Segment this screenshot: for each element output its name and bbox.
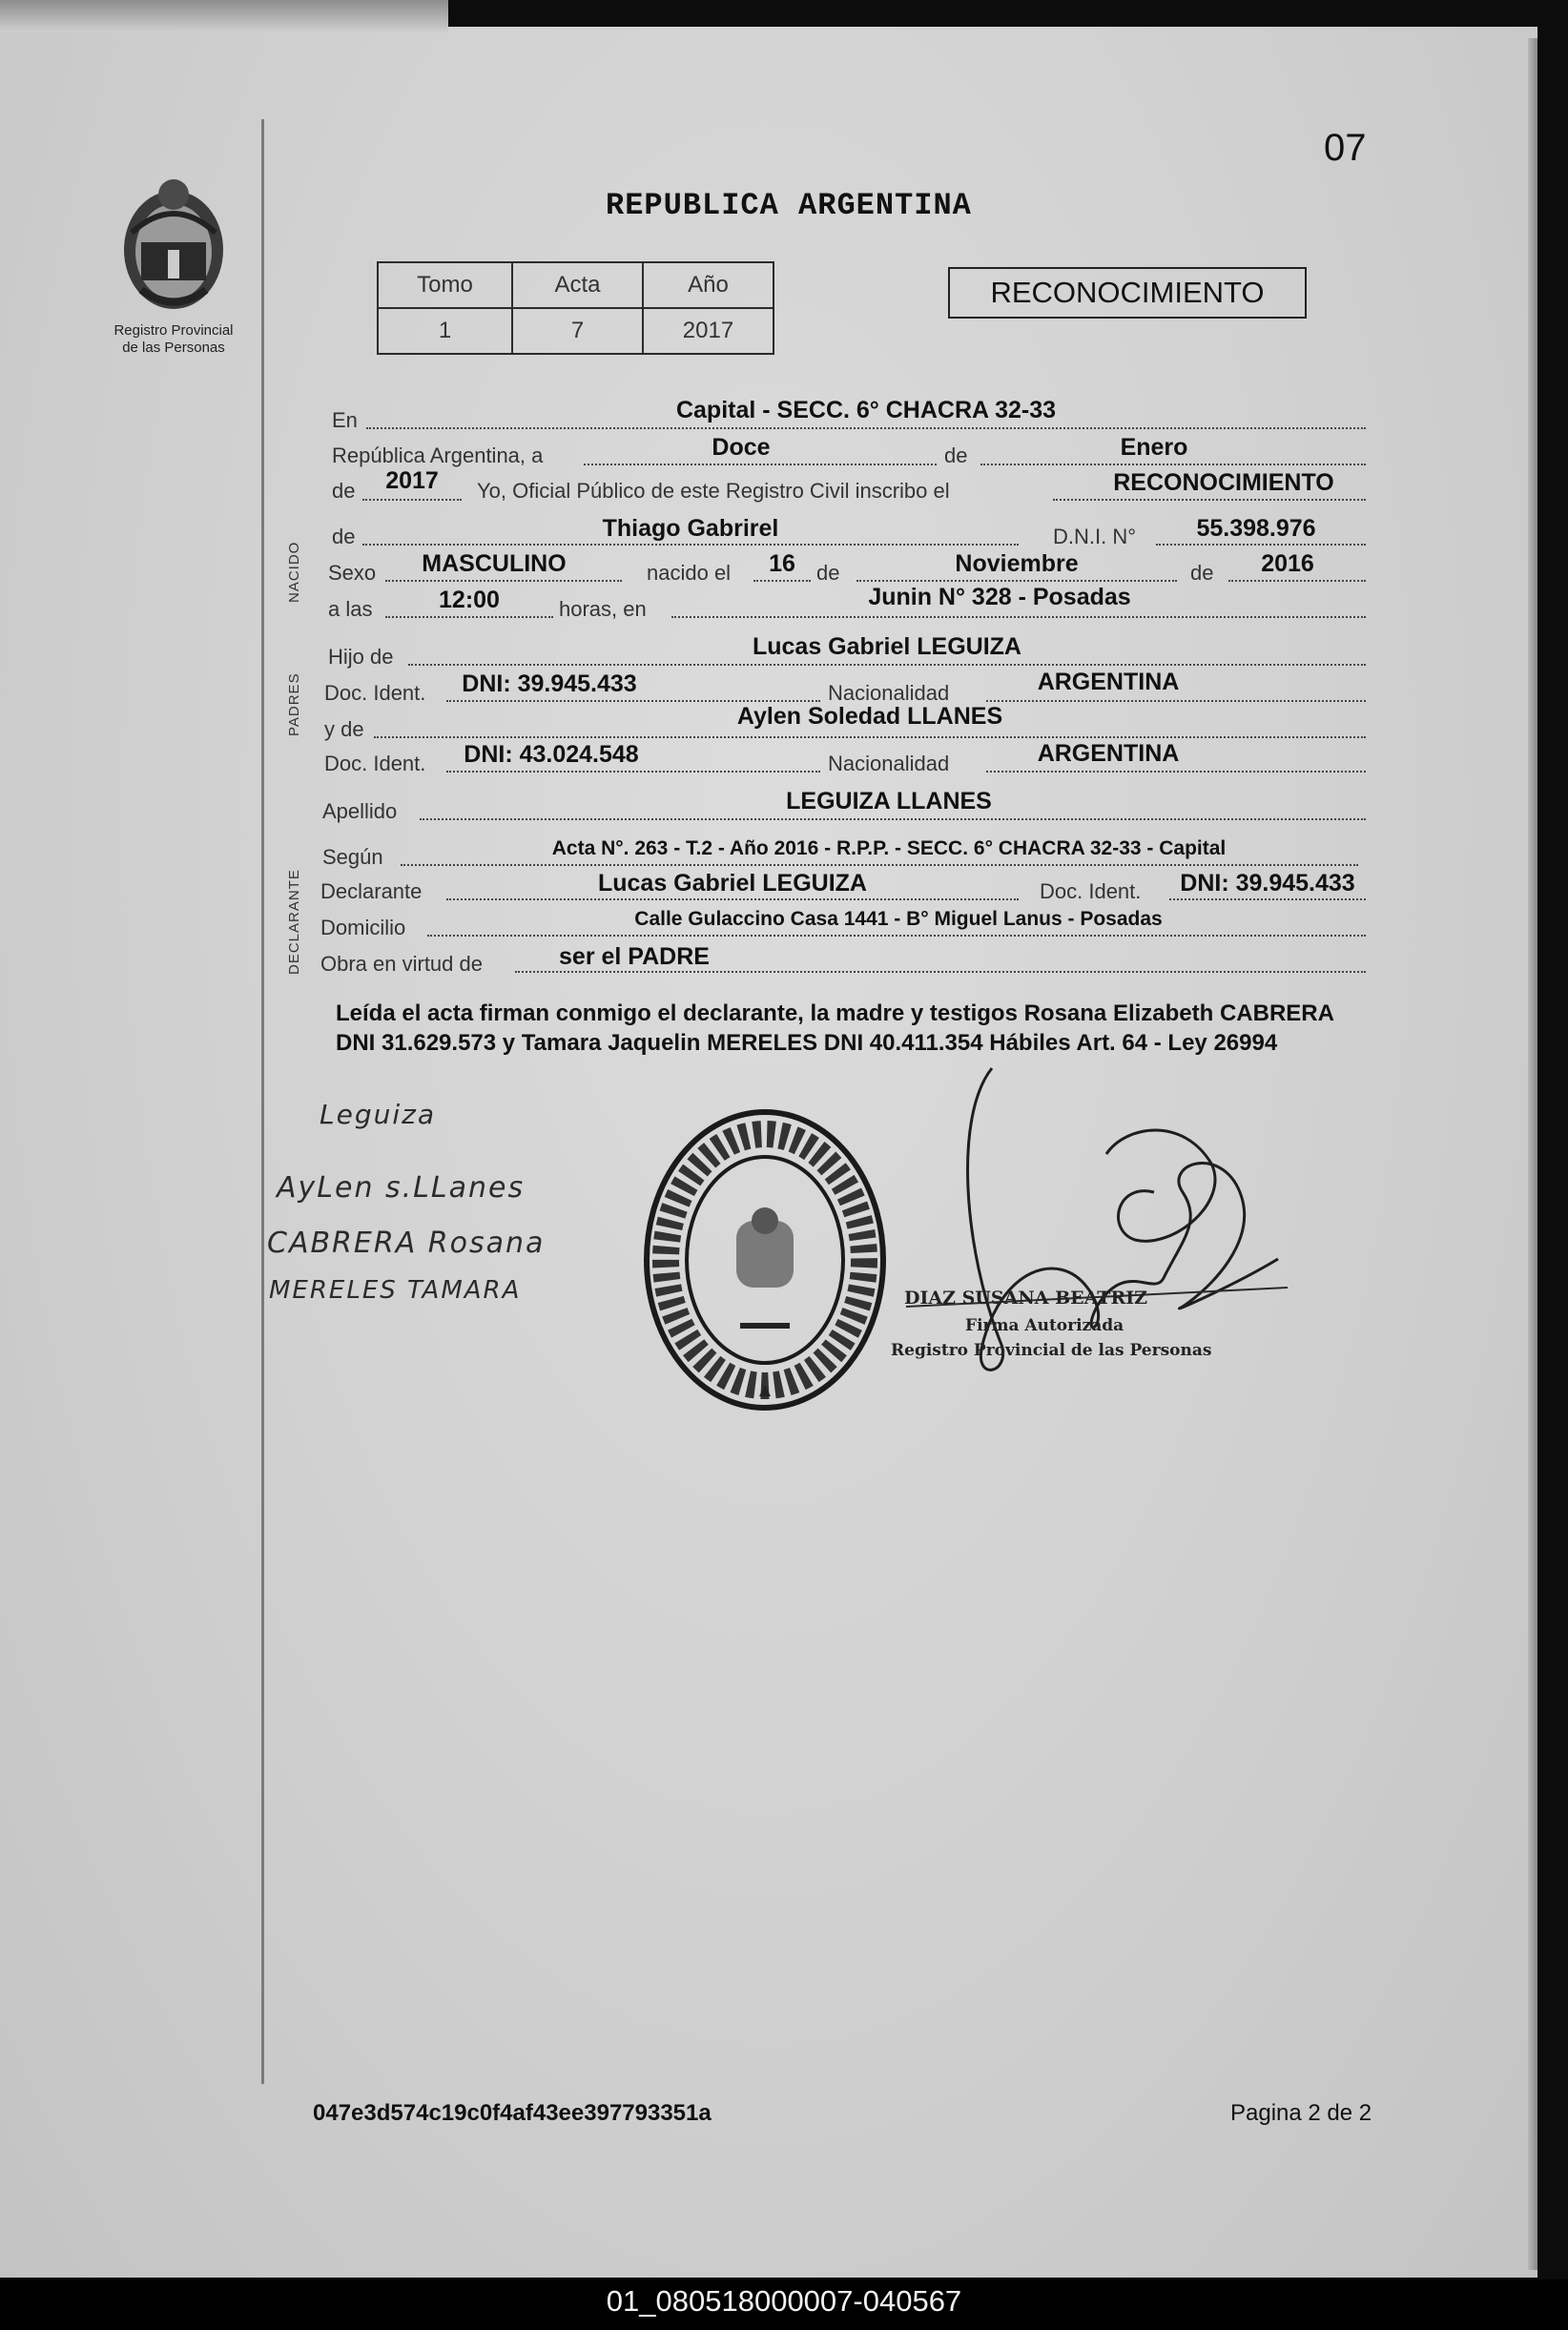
registry-header-cell: Año: [643, 262, 774, 308]
father-name-value: Lucas Gabriel LEGUIZA: [752, 633, 1021, 660]
mother-nationality-value: ARGENTINA: [1037, 740, 1180, 767]
dotted-line: [362, 499, 462, 501]
de-child-label: de: [332, 525, 356, 548]
coat-of-arms-icon: [113, 175, 235, 319]
birth-day-value: 16: [769, 550, 795, 577]
obra-label: Obra en virtud de: [320, 952, 483, 976]
segun-label: Según: [322, 845, 383, 869]
father-nationality-value: ARGENTINA: [1037, 669, 1180, 695]
oficial-text: Yo, Oficial Público de este Registro Civil inscribo el: [477, 479, 950, 503]
doc-ident-label: Doc. Ident.: [324, 681, 426, 705]
registry-header-cell: Tomo: [378, 262, 512, 308]
registry-value-row: [378, 308, 774, 354]
dotted-line: [385, 616, 553, 618]
declarant-value: Lucas Gabriel LEGUIZA: [597, 870, 867, 897]
declarant-dni-value: DNI: 39.945.433: [1180, 870, 1355, 897]
dotted-line: [1169, 898, 1366, 900]
apellido-label: Apellido: [322, 799, 398, 823]
page-number: 07: [1324, 127, 1367, 169]
birth-month-value: Noviembre: [955, 550, 1079, 577]
page-edge: [1528, 38, 1537, 2270]
page-corner-shadow: [0, 0, 448, 32]
registry-header-cell: Acta: [512, 262, 643, 308]
doc-ident-label: Doc. Ident.: [324, 752, 426, 775]
dotted-line: [584, 464, 937, 465]
registry-value-cell: 7: [512, 308, 643, 354]
de-label: de: [332, 479, 356, 503]
place-value: Capital - SECC. 6° CHACRA 32-33: [675, 397, 1057, 423]
hijo-label: Hijo de: [328, 645, 394, 669]
sex-value: MASCULINO: [422, 550, 567, 577]
address-value: Calle Gulaccino Casa 1441 - B° Miguel Lanus - Posadas: [634, 908, 1163, 930]
dotted-line: [446, 898, 1019, 900]
dotted-line: [427, 935, 1366, 937]
logo-caption-line: Registro Provincial: [113, 322, 234, 339]
alas-label: a las: [328, 597, 373, 621]
de-label: de: [944, 443, 968, 467]
dotted-line: [986, 700, 1366, 702]
en-label: En: [332, 408, 358, 432]
registry-value-cell: 2017: [643, 308, 774, 354]
side-label-declarante: DECLARANTE: [286, 869, 302, 975]
dotted-line: [1156, 544, 1366, 546]
handwritten-name: MERELES TAMARA: [269, 1276, 522, 1305]
surname-value: LEGUIZA LLANES: [786, 788, 992, 814]
dotted-line: [420, 818, 1366, 820]
birth-place-value: Junin N° 328 - Posadas: [868, 584, 1131, 610]
birth-time-value: 12:00: [439, 587, 500, 613]
birth-year-value: 2016: [1261, 550, 1314, 577]
horas-label: horas, en: [559, 597, 647, 621]
officer-role: Firma Autorizada: [965, 1316, 1124, 1335]
child-name-value: Thiago Gabrirel: [602, 515, 779, 542]
de-label: de: [1190, 561, 1214, 585]
pagination-text: Pagina 2 de 2: [1230, 2100, 1372, 2126]
registry-table: [377, 261, 774, 355]
handwritten-name: CABRERA Rosana: [267, 1227, 546, 1260]
mother-dni-value: DNI: 43.024.548: [464, 741, 639, 768]
dotted-line: [446, 700, 820, 702]
sexo-label: Sexo: [328, 561, 377, 585]
handwritten-name: AyLen s.LLanes: [277, 1171, 526, 1205]
page-title: REPUBLICA ARGENTINA: [606, 188, 972, 223]
official-seal-icon: [641, 1106, 889, 1413]
registry-value-cell: 1: [378, 308, 512, 354]
dotted-line: [986, 771, 1366, 773]
day-value: Doce: [712, 434, 771, 461]
dotted-line: [408, 664, 1366, 666]
yde-label: y de: [324, 717, 364, 741]
closing-statement: Leída el acta firman conmigo el declarante, la madre y testigos Rosana Elizabeth CABRERA DNI 31.629.573 y Tamara Jaquelin MERELES DNI 40.411.354 Hábiles Art. 64 - Ley 26994: [336, 1000, 1334, 1056]
nacionalidad-label: Nacionalidad: [828, 752, 950, 775]
de-label: de: [816, 561, 840, 585]
dotted-line: [515, 971, 1366, 973]
dotted-line: [1228, 580, 1366, 582]
dotted-line: [856, 580, 1177, 582]
dotted-line: [385, 580, 622, 582]
republica-label: República Argentina, a: [332, 443, 544, 467]
footer-code: 01_080518000007-040567: [606, 2284, 962, 2318]
dotted-line: [366, 427, 1366, 429]
month-value: Enero: [1120, 434, 1188, 461]
registry-header-row: [378, 262, 774, 308]
officer-office: Registro Provincial de las Personas: [891, 1341, 1212, 1360]
side-label-padres: PADRES: [286, 672, 302, 736]
dotted-line: [446, 771, 820, 773]
dotted-line: [374, 736, 1366, 738]
side-label-nacido: NACIDO: [286, 541, 302, 603]
child-dni-value: 55.398.976: [1196, 515, 1316, 542]
mother-name-value: Aylen Soledad LLANES: [736, 703, 1003, 730]
nacido-label: nacido el: [647, 561, 732, 585]
officer-name: DIAZ SUSANA BEATRIZ: [904, 1288, 1147, 1309]
dotted-line: [401, 864, 1358, 866]
margin-rule: [261, 119, 264, 2084]
dotted-line: [753, 580, 811, 582]
dotted-line: [671, 616, 1366, 618]
capacity-value: ser el PADRE: [559, 943, 710, 970]
logo-caption-line: de las Personas: [122, 340, 225, 356]
logo-caption: [78, 322, 269, 357]
nacionalidad-label: Nacionalidad: [828, 681, 950, 705]
act-type-box: RECONOCIMIENTO: [948, 267, 1307, 319]
domicilio-label: Domicilio: [320, 916, 406, 939]
year-value: 2017: [385, 467, 439, 494]
handwritten-signature: Leguiza: [320, 1099, 436, 1130]
dni-label: D.N.I. N°: [1053, 525, 1137, 548]
segun-value: Acta N°. 263 - T.2 - Año 2016 - R.P.P. - SECC. 6° CHACRA 32-33 - Capital: [551, 837, 1227, 859]
dotted-line: [1053, 499, 1366, 501]
doc-ident-label: Doc. Ident.: [1040, 879, 1142, 903]
document-hash: 047e3d574c19c0f4af43ee397793351a: [313, 2100, 712, 2126]
act-value: RECONOCIMIENTO: [1113, 469, 1334, 496]
father-dni-value: DNI: 39.945.433: [462, 670, 637, 697]
dotted-line: [362, 544, 1019, 546]
declarante-label: Declarante: [320, 879, 423, 903]
dotted-line: [980, 464, 1366, 465]
